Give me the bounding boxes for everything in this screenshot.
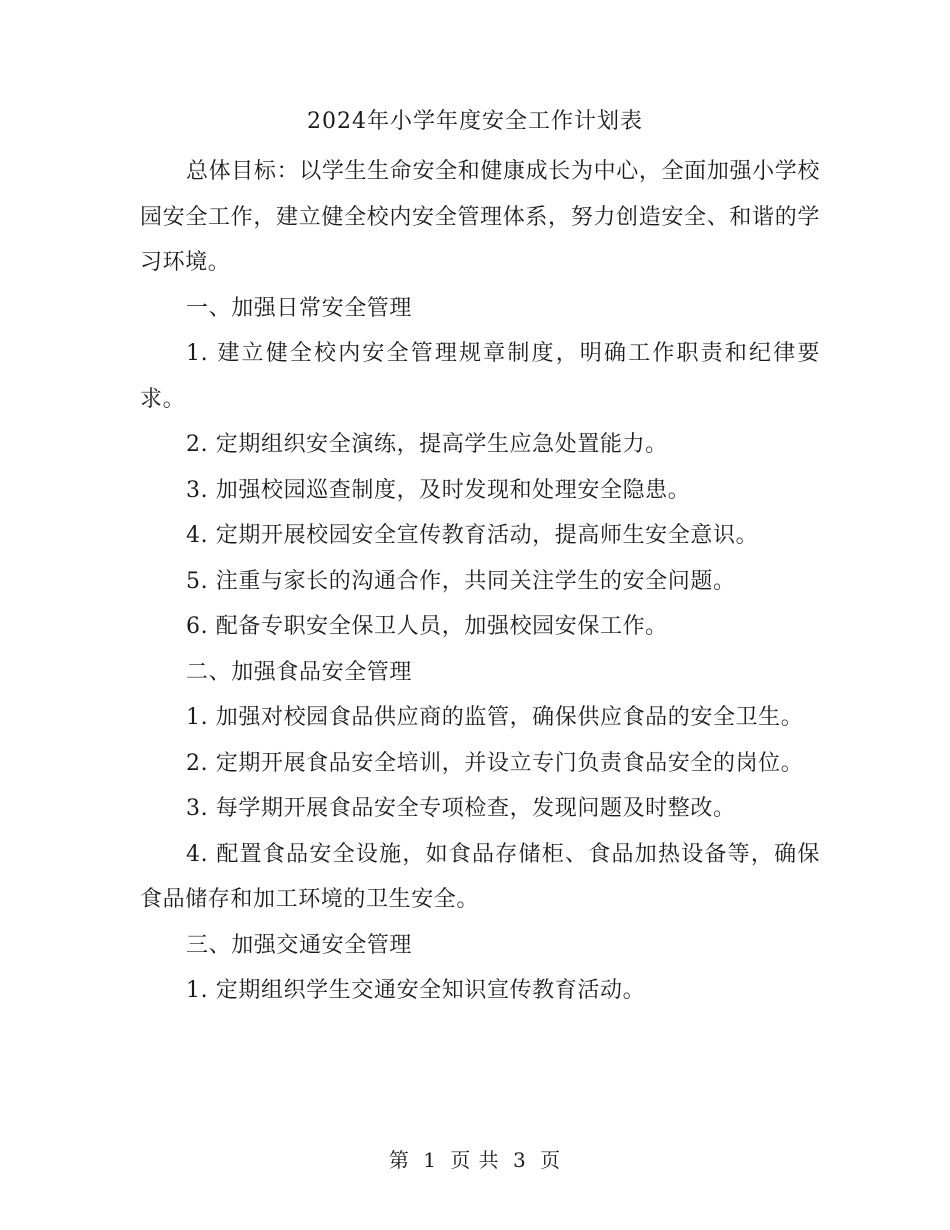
- list-item: 4. 配置食品安全设施，如食品存储柜、食品加热设备等，确保食品储存和加工环境的卫生安全。: [140, 841, 820, 912]
- list-item: 3. 每学期开展食品安全专项检查，发现问题及时整改。: [186, 796, 736, 821]
- page-label-prefix: 第: [388, 1148, 410, 1172]
- goal-paragraph: 总体目标：以学生生命安全和健康成长为中心，全面加强小学校园安全工作，建立健全校内安全管理体系，努力创造安全、和谐的学习环境。: [140, 159, 820, 275]
- section-heading-daily-safety: 一、加强日常安全管理: [186, 295, 413, 321]
- list-item: 5. 注重与家长的沟通合作，共同关注学生的安全问题。: [186, 568, 736, 594]
- list-item: 2. 定期开展食品安全培训，并设立专门负责食品安全的岗位。: [186, 750, 804, 776]
- page-label-suffix: 页: [540, 1148, 562, 1172]
- list-item: 2. 定期组织安全演练，提高学生应急处置能力。: [186, 432, 668, 457]
- document-body: [140, 149, 820, 1014]
- list-item: 3. 加强校园巡查制度，及时发现和处理安全隐患。: [186, 477, 691, 503]
- section-heading-food-safety: 二、加强食品安全管理: [186, 659, 413, 685]
- page-label-mid: 页 共: [450, 1148, 500, 1172]
- list-item: 1. 定期组织学生交通安全知识宣传教育活动。: [186, 978, 646, 1003]
- list-item: 1. 建立健全校内安全管理规章制度，明确工作职责和纪律要求。: [140, 341, 820, 412]
- list-item: 1. 加强对校园食品供应商的监管，确保供应食品的安全卫生。: [186, 705, 804, 730]
- total-pages: 3: [513, 1148, 527, 1172]
- page-footer: [0, 1145, 950, 1175]
- section-heading-traffic-safety: 三、加强交通安全管理: [186, 932, 413, 958]
- list-item: 4. 定期开展校园安全宣传教育活动，提高师生安全意识。: [186, 523, 759, 548]
- page-number: 1: [423, 1148, 437, 1172]
- list-item: 6. 配备专职安全保卫人员，加强校园安保工作。: [186, 614, 668, 639]
- document-title: 2024年小学年度安全工作计划表: [307, 109, 643, 134]
